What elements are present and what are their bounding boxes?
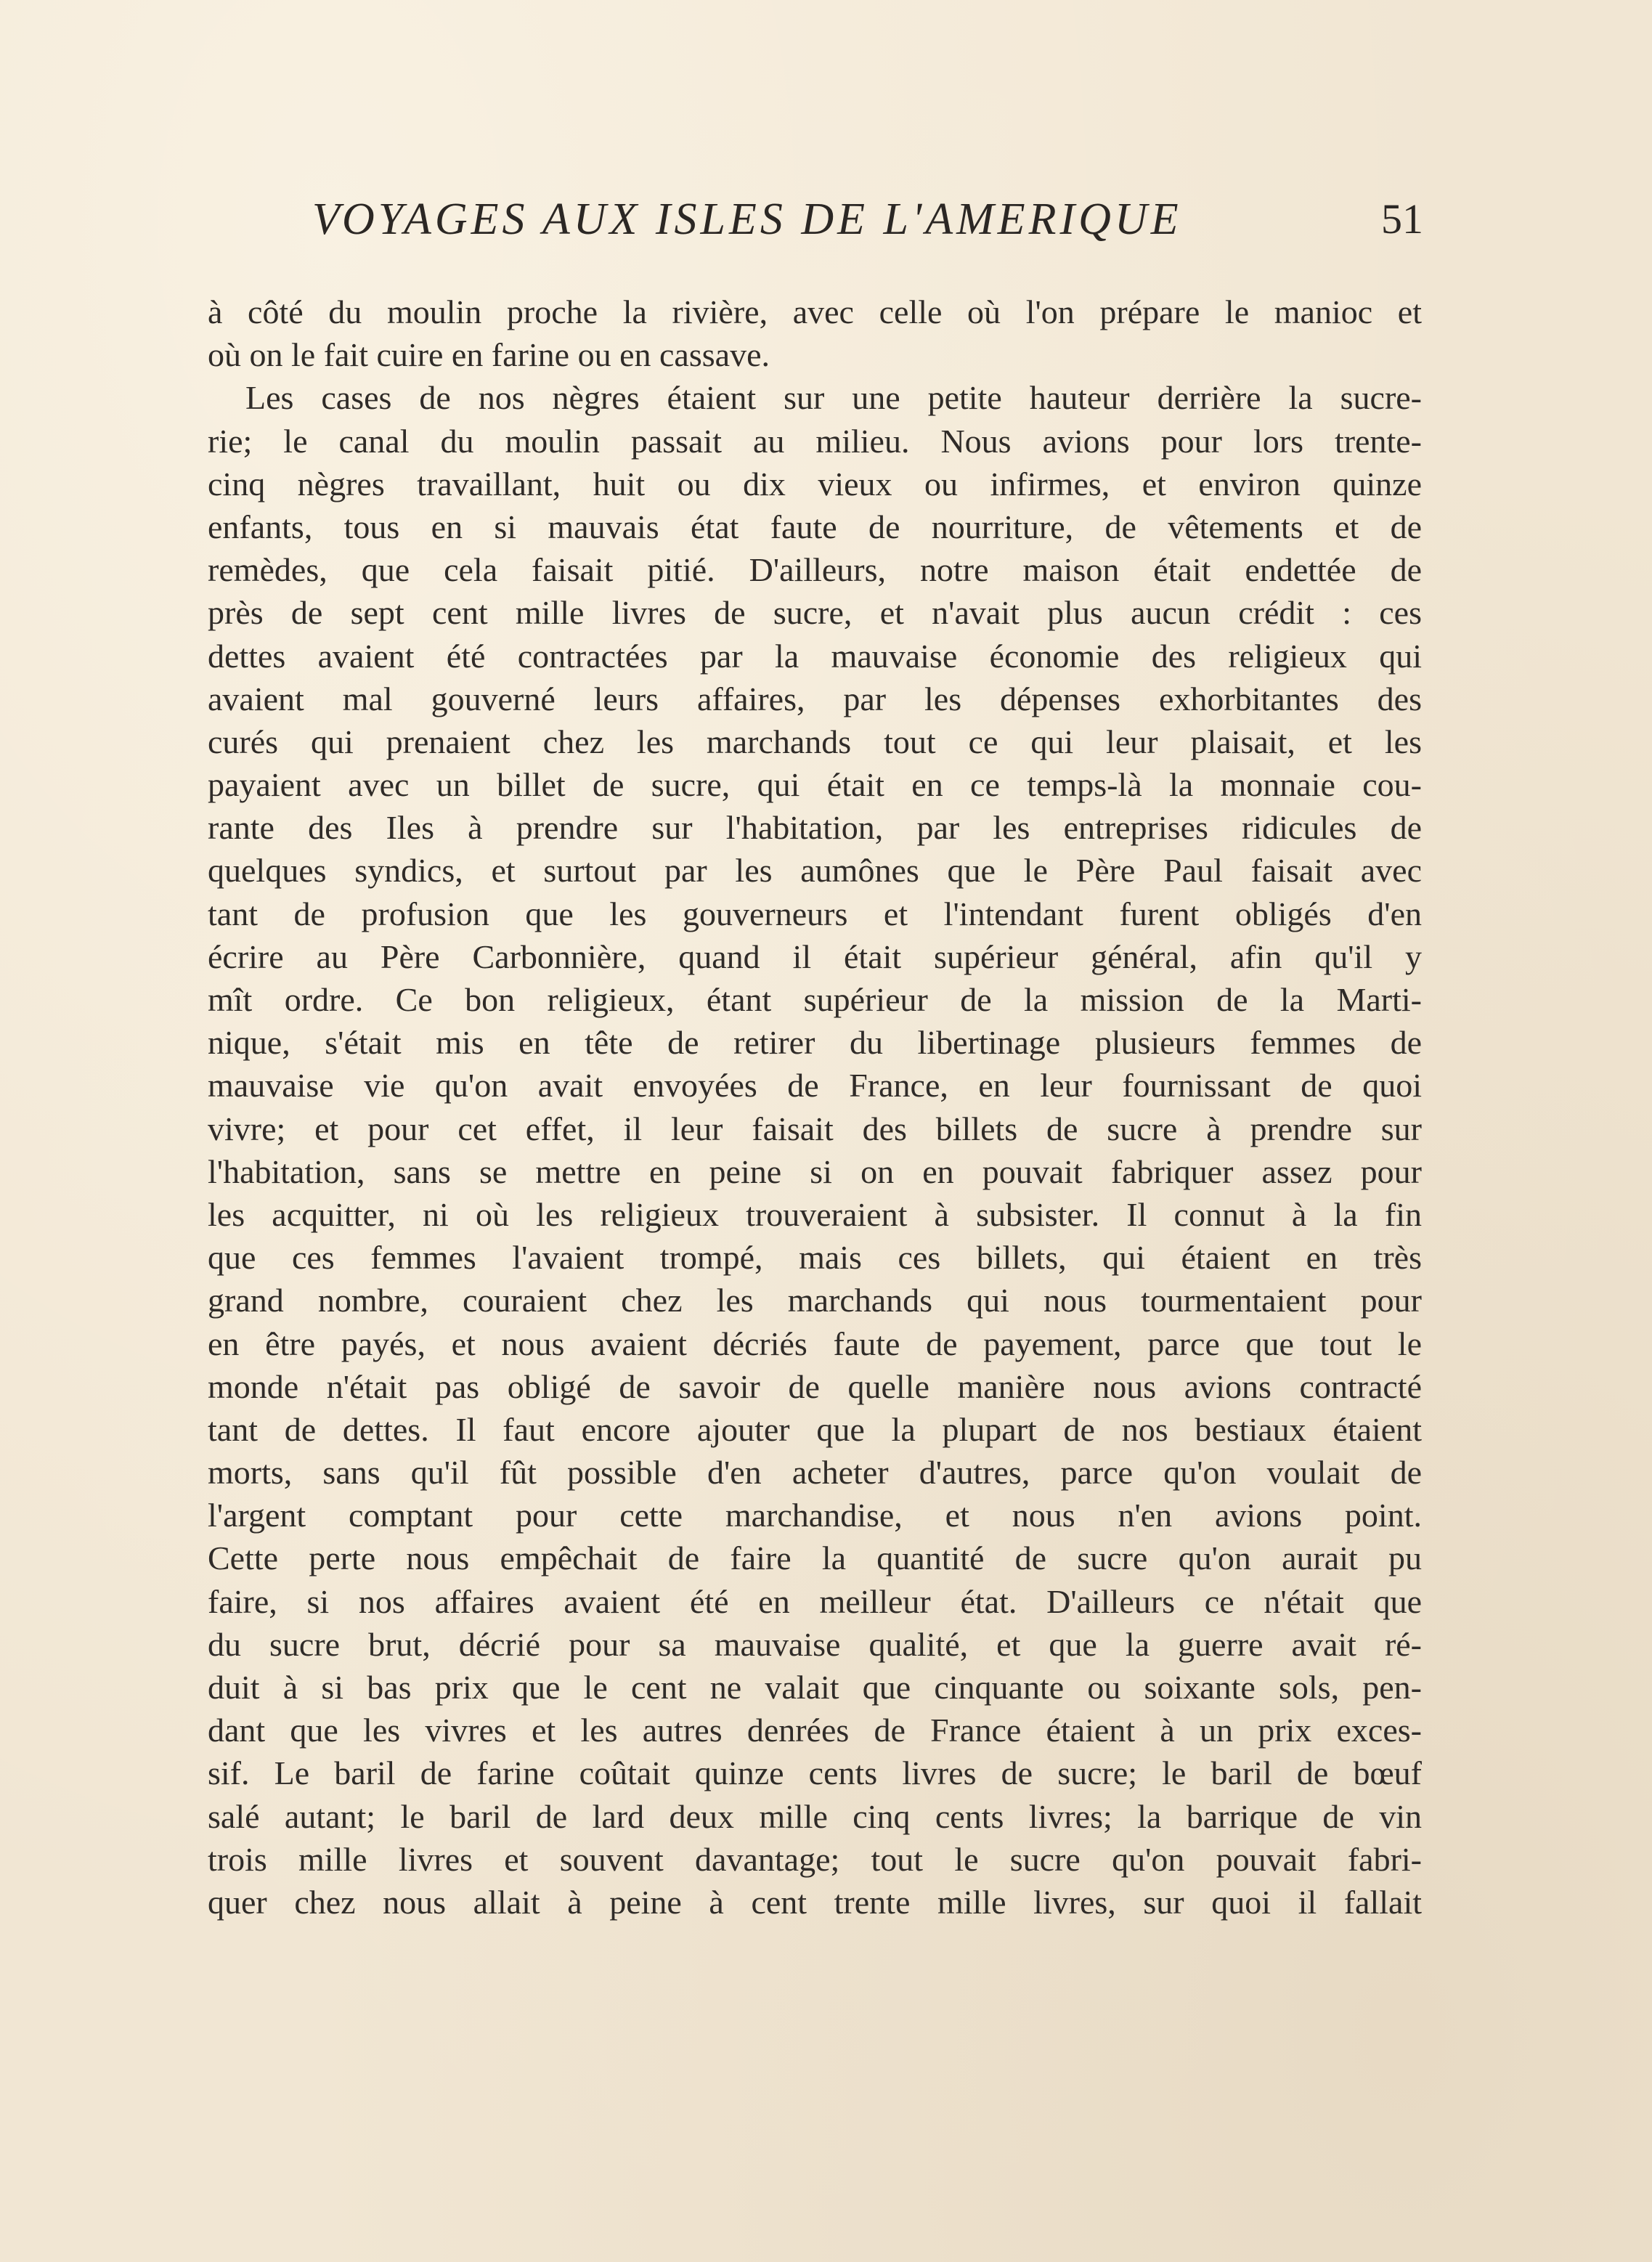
text-line: tant de dettes. Il faut encore ajouter que la plupart de nos bestiaux étaient <box>208 1410 1422 1448</box>
text-line: quer chez nous allait à peine à cent trente mille livres, sur quoi il fallait <box>208 1883 1422 1921</box>
text-line: payaient avec un billet de sucre, qui était en ce temps-là la monnaie cou- <box>208 766 1422 804</box>
text-line: curés qui prenaient chez les marchands tout ce qui leur plaisait, et les <box>208 723 1422 760</box>
text-line: cinq nègres travaillant, huit ou dix vieux ou infirmes, et environ quinze <box>208 465 1422 503</box>
text-line: salé autant; le baril de lard deux mille cinq cents livres; la barrique de vin <box>208 1797 1422 1835</box>
text-line: dettes avaient été contractées par la mauvaise économie des religieux qui <box>208 637 1422 675</box>
text-line: avaient mal gouverné leurs affaires, par les dépenses exhorbitantes des <box>208 680 1422 717</box>
text-line: Les cases de nos nègres étaient sur une petite hauteur derrière la sucre- <box>245 379 1422 417</box>
page-number: 51 <box>1381 195 1423 243</box>
text-line: grand nombre, couraient chez les marchands qui nous tourmentaient pour <box>208 1282 1422 1319</box>
text-line: rie; le canal du moulin passait au milieu. Nous avions pour lors trente- <box>208 422 1422 460</box>
text-line: où on le fait cuire en farine ou en cassave. <box>208 336 770 374</box>
text-line: rante des Iles à prendre sur l'habitation, par les entreprises ridicules de <box>208 809 1422 847</box>
text-line: en être payés, et nous avaient décriés faute de payement, parce que tout le <box>208 1325 1422 1362</box>
text-line: les acquitter, ni où les religieux trouveraient à subsister. Il connut à la fin <box>208 1195 1422 1233</box>
text-line: écrire au Père Carbonnière, quand il était supérieur général, afin qu'il y <box>208 937 1422 975</box>
text-line: remèdes, que cela faisait pitié. D'ailleurs, notre maison était endettée de <box>208 551 1422 589</box>
text-line: mît ordre. Ce bon religieux, étant supérieur de la mission de la Marti- <box>208 981 1422 1018</box>
text-line: tant de profusion que les gouverneurs et l'intendant furent obligés d'en <box>208 895 1422 932</box>
text-line: morts, sans qu'il fût possible d'en acheter d'autres, parce qu'on voulait de <box>208 1454 1422 1492</box>
text-line: dant que les vivres et les autres denrées de France étaient à un prix exces- <box>208 1712 1422 1749</box>
text-line: que ces femmes l'avaient trompé, mais ces billets, qui étaient en très <box>208 1239 1422 1277</box>
text-line: Cette perte nous empêchait de faire la quantité de sucre qu'on aurait pu <box>208 1539 1422 1577</box>
text-line: à côté du moulin proche la rivière, avec celle où l'on prépare le manioc et <box>208 293 1422 330</box>
text-line: mauvaise vie qu'on avait envoyées de France, en leur fournissant de quoi <box>208 1067 1422 1104</box>
text-line: vivre; et pour cet effet, il leur faisait des billets de sucre à prendre sur <box>208 1110 1422 1147</box>
text-line: l'argent comptant pour cette marchandise, et nous n'en avions point. <box>208 1497 1422 1534</box>
text-line: enfants, tous en si mauvais état faute de nourriture, de vêtements et de <box>208 508 1422 545</box>
text-line: nique, s'était mis en tête de retirer du libertinage plusieurs femmes de <box>208 1024 1422 1062</box>
text-line: l'habitation, sans se mettre en peine si on en pouvait fabriquer assez pour <box>208 1152 1422 1190</box>
text-line: trois mille livres et souvent davantage; tout le sucre qu'on pouvait fabri- <box>208 1840 1422 1878</box>
text-line: faire, si nos affaires avaient été en meilleur état. D'ailleurs ce n'était que <box>208 1582 1422 1620</box>
text-line: près de sept cent mille livres de sucre, et n'avait plus aucun crédit : ces <box>208 594 1422 632</box>
text-line: quelques syndics, et surtout par les aumônes que le Père Paul faisait avec <box>208 852 1422 890</box>
text-line: du sucre brut, décrié pour sa mauvaise qualité, et que la guerre avait ré- <box>208 1625 1422 1663</box>
body-text <box>208 290 1422 1924</box>
running-head <box>312 190 1423 248</box>
running-title: VOYAGES AUX ISLES DE L'AMERIQUE <box>312 195 1182 244</box>
text-line: sif. Le baril de farine coûtait quinze cents livres de sucre; le baril de bœuf <box>208 1754 1422 1792</box>
text-line: duit à si bas prix que le cent ne valait que cinquante ou soixante sols, pen- <box>208 1669 1422 1706</box>
text-line: monde n'était pas obligé de savoir de quelle manière nous avions contracté <box>208 1367 1422 1405</box>
